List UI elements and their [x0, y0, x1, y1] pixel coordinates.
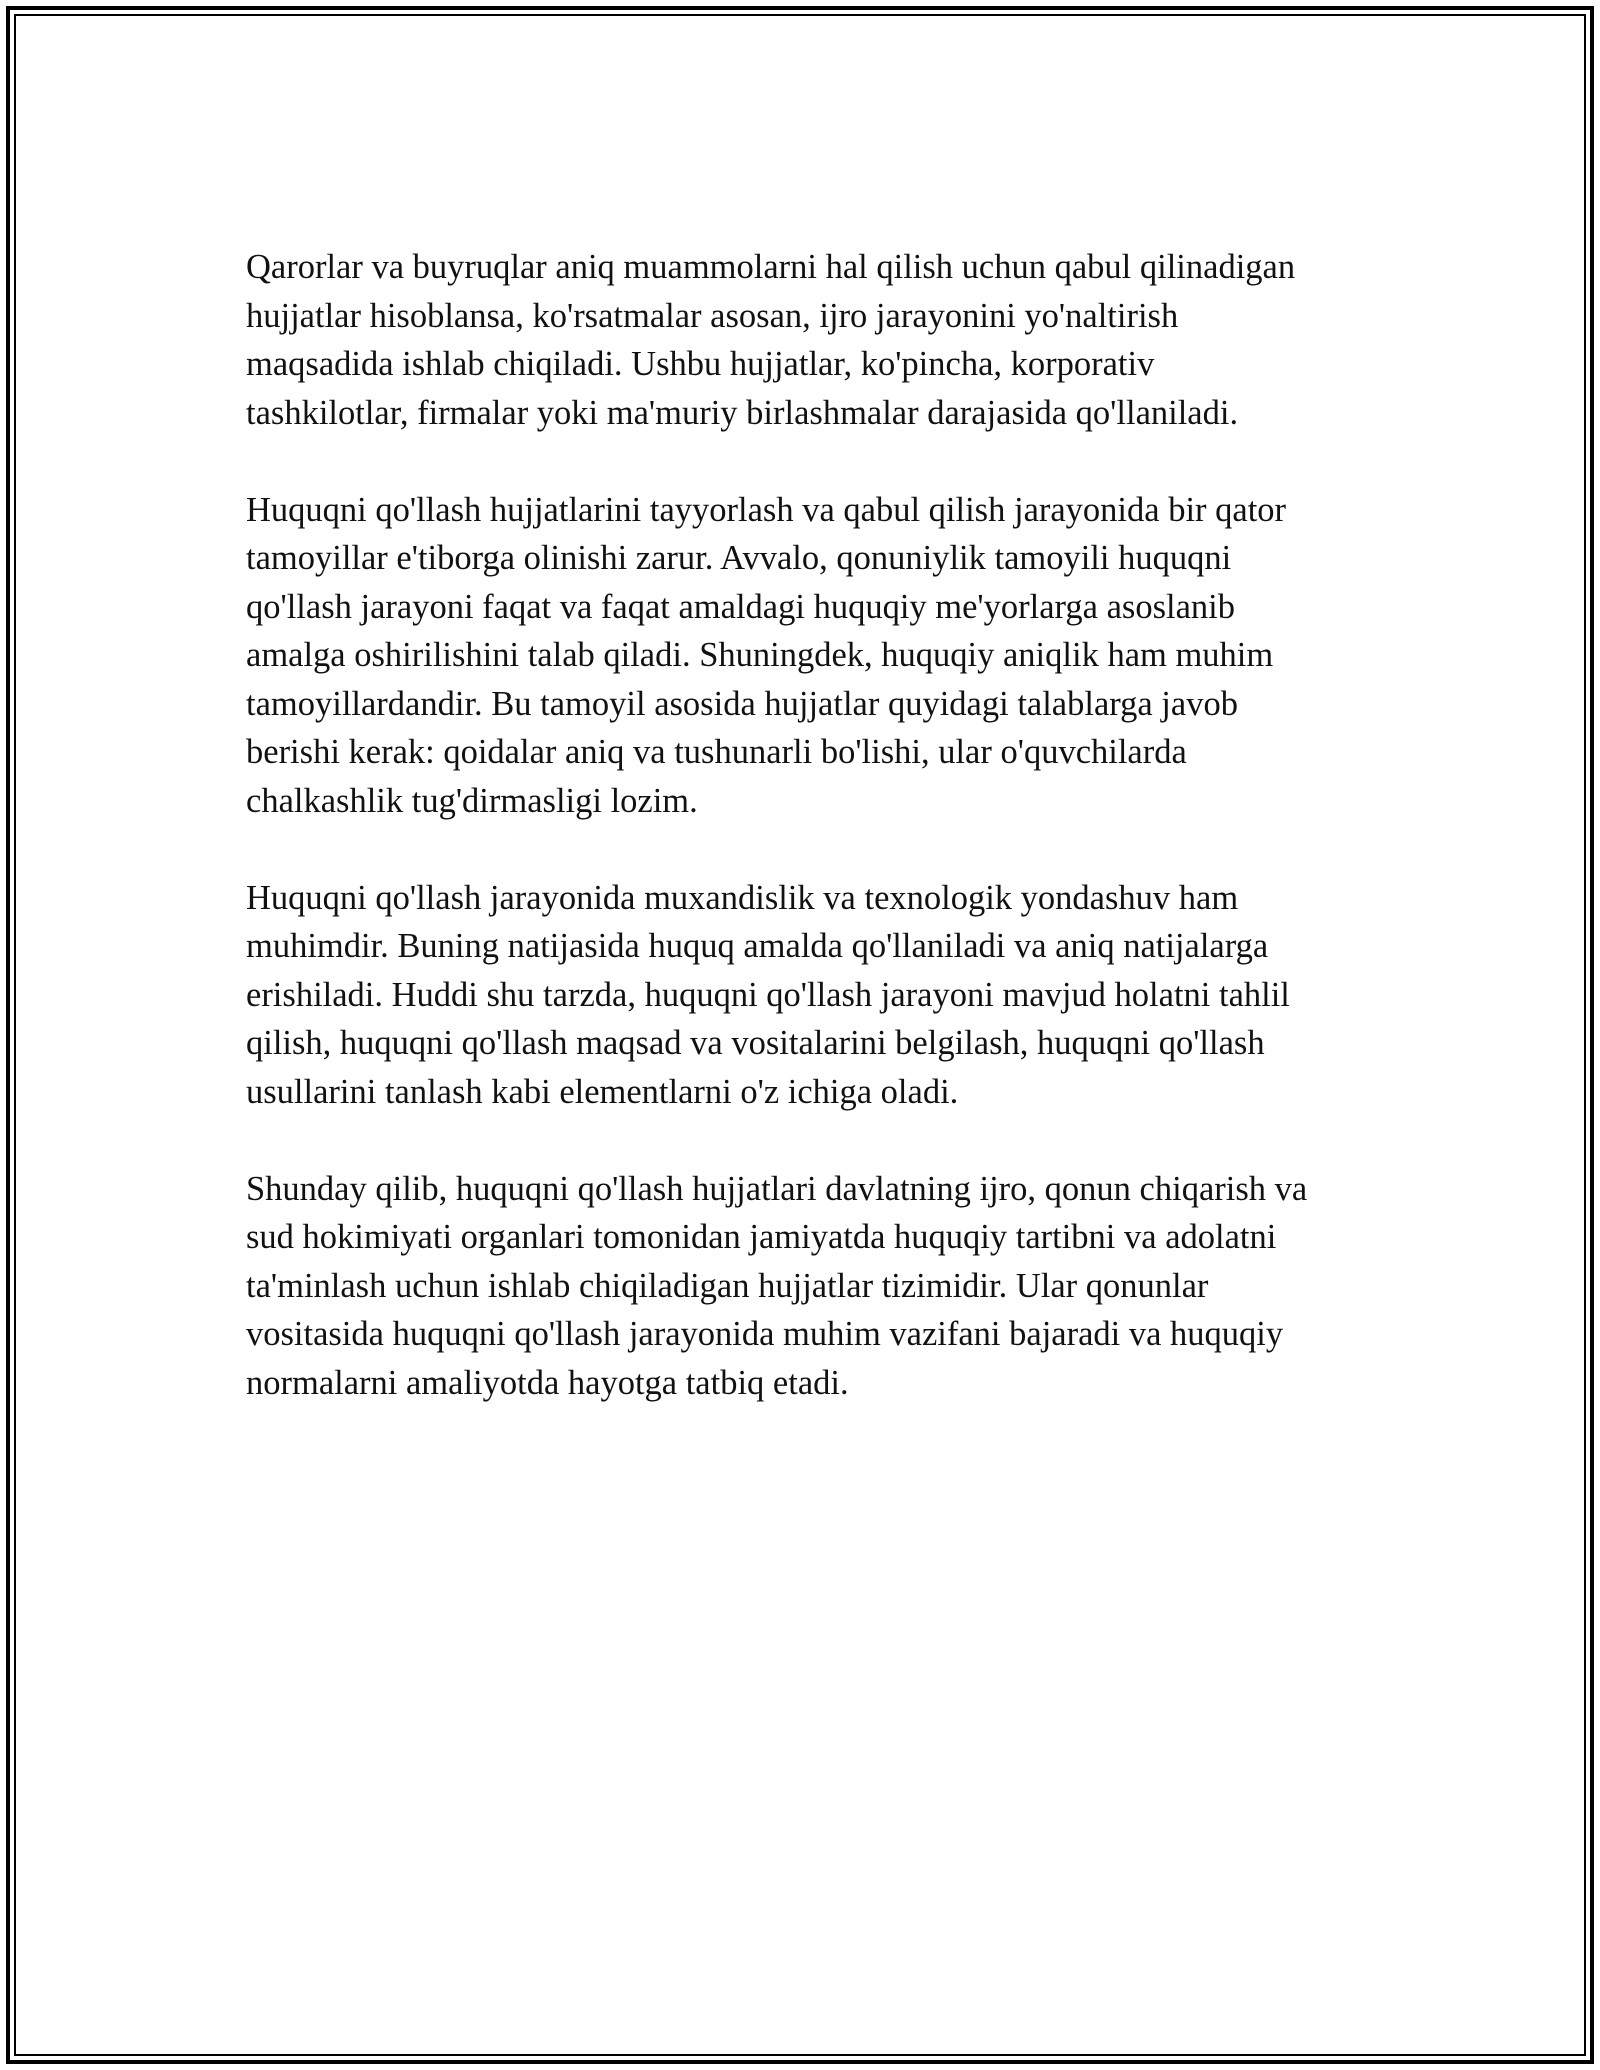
paragraph: [246, 1165, 1386, 1408]
text-line: chalkashlik tug'dirmasligi lozim.: [246, 781, 698, 820]
paragraph: [246, 874, 1386, 1117]
text-line: tamoyillardandir. Bu tamoyil asosida hujjatlar quyidagi talablarga javob: [246, 684, 1238, 723]
text-line: qo'llash jarayoni faqat va faqat amaldagi huquqiy me'yorlarga asoslanib: [246, 587, 1235, 626]
text-line: maqsadida ishlab chiqiladi. Ushbu hujjatlar, ko'pincha, korporativ: [246, 345, 1155, 383]
text-line: Huquqni qo'llash jarayonida muxandislik va texnologik yondashuv ham: [246, 878, 1239, 917]
text-line: Qarorlar va buyruqlar aniq muammolarni hal qilish uchun qabul qilinadigan: [246, 248, 1296, 286]
text-line: muhimdir. Buning natijasida huquq amalda qo'llaniladi va aniq natijalarga: [246, 927, 1269, 965]
paragraph: [246, 243, 1386, 437]
text-line: tamoyillar e'tiborga olinishi zarur. Avvalo, qonuniylik tamoyili huquqni: [246, 539, 1232, 577]
text-line: usullarini tanlash kabi elementlarni o'z ichiga oladi.: [246, 1072, 959, 1111]
text-line: vositasida huquqni qo'llash jarayonida muhim vazifani bajaradi va huquqiy: [246, 1315, 1284, 1353]
text-line: berishi kerak: qoidalar aniq va tushunarli bo'lishi, ular o'quvchilarda: [246, 733, 1187, 771]
text-line: ta'minlash uchun ishlab chiqiladigan hujjatlar tizimidir. Ular qonunlar: [246, 1266, 1209, 1305]
text-line: normalarni amaliyotda hayotga tatbiq etadi.: [246, 1363, 849, 1402]
text-line: amalga oshirilishini talab qiladi. Shuningdek, huquqiy aniqlik ham muhim: [246, 636, 1274, 674]
text-line: Shunday qilib, huquqni qo'llash hujjatlari davlatning ijro, qonun chiqarish va: [246, 1169, 1308, 1208]
document-body: [246, 243, 1386, 1456]
text-line: erishiladi. Huddi shu tarzda, huquqni qo'llash jarayoni mavjud holatni tahlil: [246, 975, 1290, 1014]
text-line: hujjatlar hisoblansa, ko'rsatmalar asosan, ijro jarayonini yo'naltirish: [246, 296, 1179, 335]
paragraph: [246, 486, 1386, 826]
text-line: tashkilotlar, firmalar yoki ma'muriy birlashmalar darajasida qo'llaniladi.: [246, 393, 1239, 432]
text-line: qilish, huquqni qo'llash maqsad va vositalarini belgilash, huquqni qo'llash: [246, 1024, 1265, 1062]
text-line: Huquqni qo'llash hujjatlarini tayyorlash va qabul qilish jarayonida bir qator: [246, 490, 1287, 529]
page-frame: [6, 6, 1594, 2064]
text-line: sud hokimiyati organlari tomonidan jamiyatda huquqiy tartibni va adolatni: [246, 1218, 1277, 1256]
